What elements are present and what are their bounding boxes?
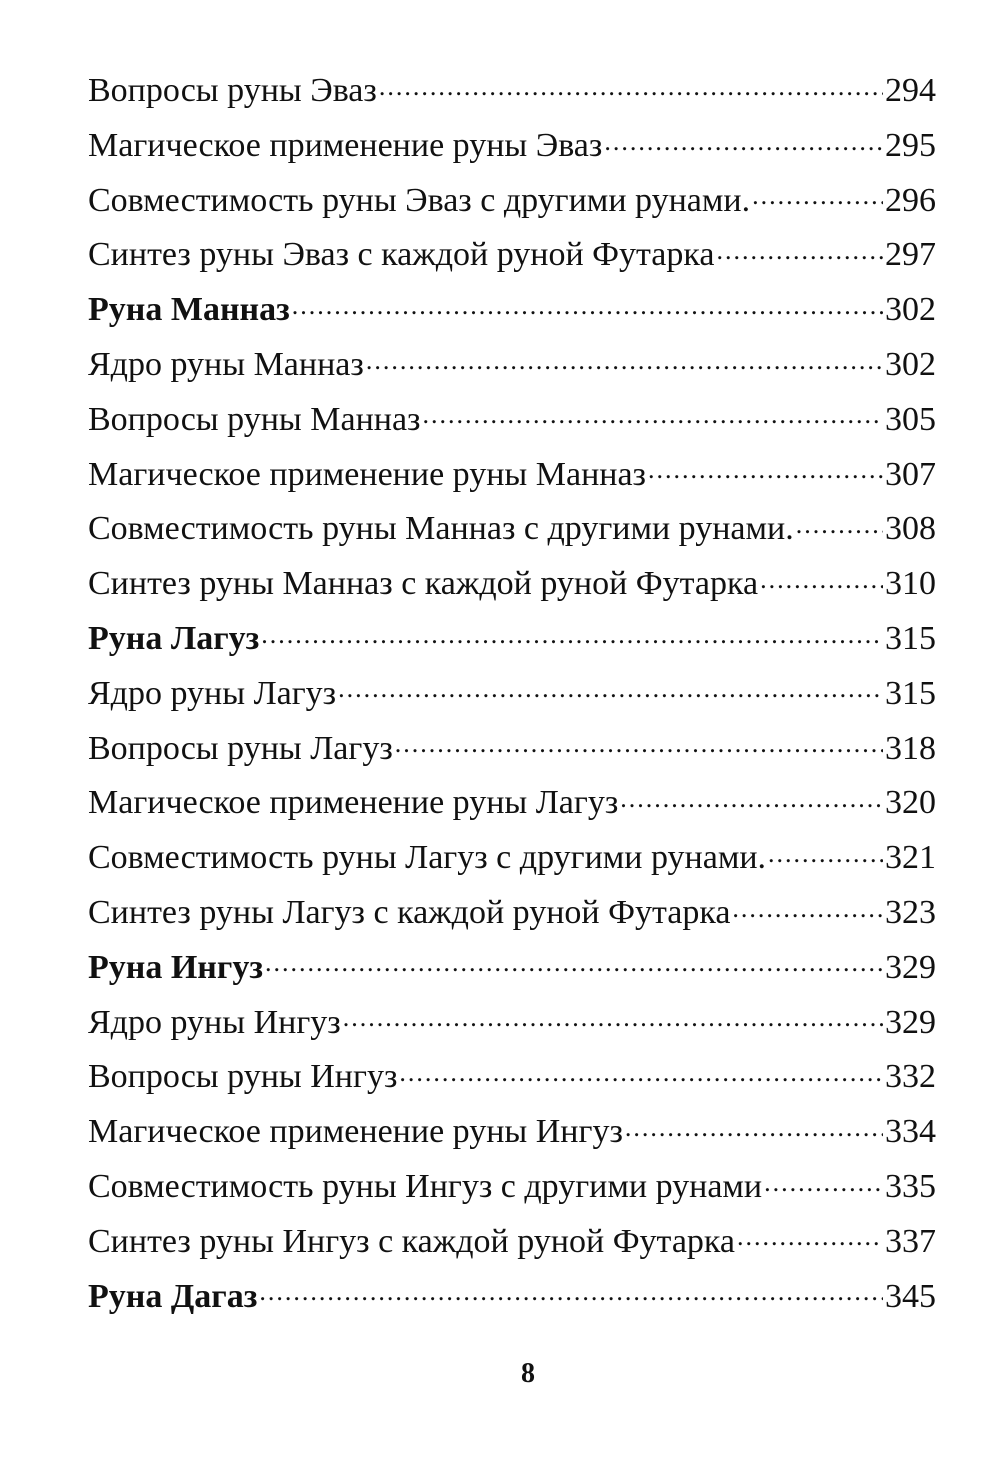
toc-entry-page: 296	[885, 181, 936, 219]
toc-entry-title: Ядро руны Ингуз	[88, 1003, 341, 1041]
toc-section-entry	[88, 283, 936, 338]
toc-entry-title: Магическое применение руны Лагуз	[88, 784, 619, 822]
toc-entry-title: Руна Дагаз	[88, 1277, 258, 1315]
toc-entry-title: Магическое применение руны Манназ	[88, 455, 646, 493]
toc-entry	[88, 228, 936, 283]
toc-entry-page: 297	[885, 236, 936, 274]
toc-entry-title: Ядро руны Лагуз	[88, 674, 337, 712]
toc-entry	[88, 338, 936, 393]
toc-entry-title: Совместимость руны Манназ с другими рунами.	[88, 510, 794, 548]
toc-entry	[88, 776, 936, 831]
toc-entry	[88, 1160, 936, 1215]
toc-entry	[88, 1105, 936, 1160]
toc-dot-leader	[343, 999, 883, 1033]
toc-entry-page: 321	[885, 839, 936, 877]
toc-dot-leader	[716, 231, 883, 265]
toc-dot-leader	[422, 396, 883, 430]
toc-entry-title: Руна Манназ	[88, 291, 290, 329]
toc-dot-leader	[292, 286, 883, 320]
toc-dot-leader	[366, 341, 883, 375]
toc-entry	[88, 174, 936, 229]
toc-dot-leader	[768, 834, 883, 868]
page-number: 8	[521, 1358, 535, 1389]
toc-entry-page: 307	[885, 455, 936, 493]
toc-entry	[88, 557, 936, 612]
toc-dot-leader	[752, 177, 883, 211]
toc-entry-title: Синтез руны Лагуз с каждой руной Футарка	[88, 893, 731, 931]
toc-dot-leader	[259, 1273, 883, 1307]
toc-entry	[88, 1215, 936, 1270]
toc-entry-page: 315	[885, 619, 936, 657]
toc-entry-title: Руна Лагуз	[88, 619, 260, 657]
toc-entry-page: 315	[885, 674, 936, 712]
toc-entry	[88, 667, 936, 722]
toc-entry-title: Магическое применение руны Эваз	[88, 126, 603, 164]
toc-entry-page: 337	[885, 1222, 936, 1260]
toc-entry-title: Синтез руны Манназ с каждой руной Футарка	[88, 565, 759, 603]
toc-entry-page: 310	[885, 565, 936, 603]
toc-dot-leader	[338, 670, 883, 704]
toc-entry-title: Синтез руны Ингуз с каждой руной Футарка	[88, 1222, 736, 1260]
toc-entry	[88, 886, 936, 941]
toc-entry	[88, 119, 936, 174]
toc-entry-page: 294	[885, 72, 936, 109]
toc-entry-title: Совместимость руны Ингуз с другими рунами	[88, 1167, 763, 1205]
toc-dot-leader	[399, 1053, 883, 1087]
toc-entry-title: Магическое применение руны Ингуз	[88, 1113, 623, 1151]
toc-entry	[88, 996, 936, 1051]
toc-entry-title: Вопросы руны Ингуз	[88, 1058, 398, 1096]
toc-entry	[88, 831, 936, 886]
toc-entry-page: 332	[885, 1058, 936, 1096]
toc-entry-page: 335	[885, 1167, 936, 1205]
toc-entry-page: 320	[885, 784, 936, 822]
toc-dot-leader	[604, 122, 883, 156]
toc-dot-leader	[625, 1108, 883, 1142]
toc-entry-title: Вопросы руны Лагуз	[88, 729, 393, 767]
toc-entry-page: 302	[885, 291, 936, 329]
toc-dot-leader	[764, 1163, 883, 1197]
toc-dot-leader	[379, 67, 883, 101]
toc-section-entry	[88, 941, 936, 996]
toc-dot-leader	[796, 505, 883, 539]
toc-entry-title: Совместимость руны Лагуз с другими рунами.	[88, 839, 767, 877]
toc-section-entry	[88, 612, 936, 667]
toc-entry	[88, 502, 936, 557]
toc-entry-page: 323	[885, 893, 936, 931]
toc-entry-page: 329	[885, 1003, 936, 1041]
toc-dot-leader	[620, 779, 883, 813]
toc-entry-page: 302	[885, 345, 936, 383]
toc-entry	[88, 393, 936, 448]
toc-entry-page: 334	[885, 1113, 936, 1151]
toc-dot-leader	[737, 1218, 883, 1252]
toc-entry-page: 308	[885, 510, 936, 548]
toc-entry	[88, 64, 936, 119]
toc-entry-title: Совместимость руны Эваз с другими рунами.	[88, 181, 751, 219]
toc-entry-title: Руна Ингуз	[88, 948, 263, 986]
toc-entry	[88, 1050, 936, 1105]
toc-entry-title: Вопросы руны Манназ	[88, 400, 421, 438]
toc-entry-title: Ядро руны Манназ	[88, 345, 364, 383]
toc-entry	[88, 722, 936, 777]
toc-entry-title: Синтез руны Эваз с каждой руной Футарка	[88, 236, 715, 274]
toc-dot-leader	[265, 944, 883, 978]
toc-dot-leader	[261, 615, 883, 649]
toc-dot-leader	[648, 451, 883, 485]
toc-section-entry	[88, 1270, 936, 1325]
table-of-contents	[88, 64, 936, 1324]
toc-dot-leader	[760, 560, 883, 594]
toc-entry-page: 318	[885, 729, 936, 767]
toc-entry	[88, 448, 936, 503]
toc-entry-title: Вопросы руны Эваз	[88, 72, 377, 109]
toc-entry-page: 295	[885, 126, 936, 164]
toc-entry-page: 345	[885, 1277, 936, 1315]
toc-dot-leader	[395, 725, 883, 759]
toc-entry-page: 329	[885, 948, 936, 986]
toc-dot-leader	[732, 889, 883, 923]
toc-entry-page: 305	[885, 400, 936, 438]
